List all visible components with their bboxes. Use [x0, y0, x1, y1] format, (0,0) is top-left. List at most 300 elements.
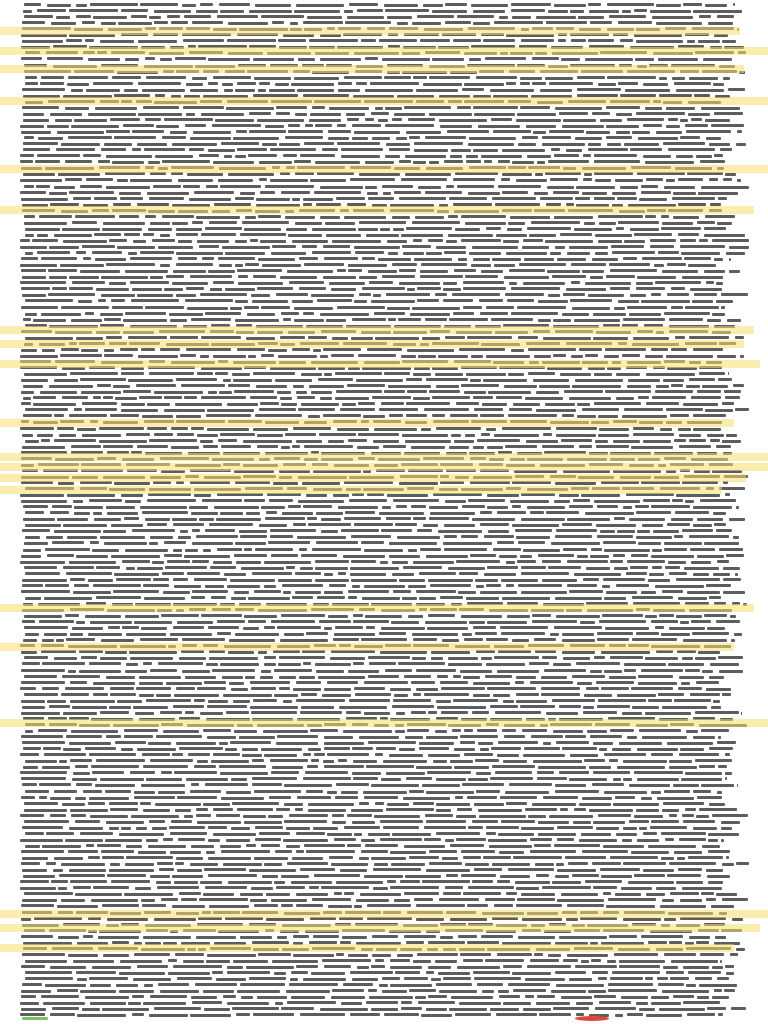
- illegible-text-fragment: [143, 106, 179, 109]
- illegible-text-fragment: [134, 621, 172, 624]
- illegible-text-fragment: [562, 747, 597, 750]
- illegible-text-fragment: [73, 960, 114, 963]
- illegible-text-fragment: [321, 886, 369, 889]
- illegible-text-fragment: [303, 753, 311, 756]
- illegible-text-fragment: [568, 862, 588, 865]
- illegible-text-fragment: [22, 276, 46, 279]
- illegible-text-fragment: [650, 245, 674, 248]
- illegible-text-fragment: [425, 191, 462, 194]
- illegible-text-fragment: [435, 293, 447, 296]
- illegible-text-fragment: [186, 113, 195, 116]
- illegible-text-fragment: [252, 777, 297, 780]
- illegible-text-fragment: [192, 1001, 222, 1004]
- illegible-text-fragment: [22, 620, 35, 623]
- illegible-text-fragment: [73, 886, 91, 889]
- illegible-text-fragment: [652, 16, 693, 19]
- illegible-text-fragment: [340, 408, 375, 411]
- illegible-text-fragment: [156, 125, 179, 128]
- illegible-text-fragment: [341, 791, 358, 794]
- illegible-text-fragment: [678, 687, 702, 690]
- illegible-text-fragment: [513, 856, 562, 859]
- illegible-text-fragment: [182, 670, 210, 673]
- illegible-text-fragment: [511, 3, 551, 6]
- illegible-text-fragment: [729, 258, 731, 261]
- illegible-text-fragment: [134, 953, 170, 956]
- illegible-text-fragment: [407, 729, 429, 732]
- illegible-text-fragment: [356, 899, 389, 902]
- illegible-text-fragment: [610, 656, 643, 659]
- illegible-text-fragment: [722, 863, 734, 866]
- illegible-text-fragment: [297, 536, 346, 539]
- illegible-text-fragment: [76, 4, 87, 7]
- illegible-text-fragment: [483, 379, 527, 382]
- illegible-text-fragment: [516, 536, 550, 539]
- illegible-text-fragment: [560, 808, 568, 811]
- illegible-text-fragment: [188, 753, 210, 756]
- illegible-text-fragment: [419, 747, 449, 750]
- illegible-text-fragment: [425, 621, 467, 624]
- illegible-text-fragment: [371, 1008, 398, 1011]
- illegible-text-fragment: [481, 657, 492, 660]
- illegible-text-fragment: [196, 216, 240, 219]
- illegible-text-fragment: [367, 192, 378, 195]
- illegible-text-fragment: [189, 148, 204, 151]
- illegible-text-fragment: [203, 893, 234, 896]
- illegible-text-fragment: [218, 257, 255, 260]
- illegible-text-fragment: [258, 651, 267, 654]
- illegible-text-fragment: [598, 415, 618, 418]
- illegible-text-fragment: [100, 778, 144, 781]
- illegible-text-fragment: [23, 639, 37, 642]
- illegible-text-fragment: [231, 597, 246, 600]
- illegible-text-fragment: [424, 693, 469, 696]
- illegible-text-fragment: [144, 984, 153, 987]
- illegible-text-fragment: [58, 482, 74, 485]
- illegible-text-fragment: [248, 355, 256, 358]
- illegible-text-fragment: [511, 312, 558, 315]
- illegible-text-fragment: [593, 886, 617, 889]
- illegible-text-fragment: [630, 148, 662, 151]
- illegible-text-fragment: [563, 548, 587, 551]
- illegible-text-fragment: [697, 221, 715, 224]
- illegible-text-fragment: [718, 656, 743, 659]
- illegible-text-fragment: [306, 850, 355, 853]
- illegible-text-fragment: [481, 270, 503, 273]
- illegible-text-fragment: [112, 161, 144, 164]
- illegible-text-fragment: [562, 523, 592, 526]
- highlighted-line: [0, 419, 734, 427]
- illegible-text-fragment: [555, 482, 596, 485]
- illegible-text-fragment: [125, 312, 166, 315]
- illegible-text-fragment: [22, 706, 45, 709]
- illegible-text-fragment: [320, 58, 361, 61]
- illegible-text-fragment: [102, 228, 142, 231]
- illegible-text-fragment: [111, 299, 125, 302]
- illegible-text-fragment: [474, 868, 502, 871]
- illegible-text-fragment: [205, 585, 224, 588]
- illegible-text-fragment: [69, 414, 107, 417]
- illegible-text-fragment: [358, 433, 399, 436]
- illegible-text-fragment: [252, 783, 282, 786]
- illegible-text-fragment: [132, 288, 162, 291]
- illegible-text-fragment: [288, 234, 322, 237]
- illegible-text-fragment: [196, 535, 238, 538]
- illegible-text-fragment: [368, 197, 394, 200]
- illegible-text-fragment: [729, 518, 745, 521]
- illegible-text-fragment: [73, 500, 83, 503]
- illegible-text-fragment: [687, 40, 695, 43]
- illegible-text-fragment: [538, 300, 568, 303]
- illegible-text-fragment: [85, 312, 94, 315]
- illegible-text-fragment: [322, 694, 351, 697]
- illegible-text-fragment: [254, 590, 281, 593]
- illegible-text-fragment: [454, 269, 476, 272]
- illegible-text-fragment: [515, 881, 550, 884]
- illegible-text-fragment: [702, 385, 728, 388]
- illegible-text-fragment: [300, 711, 342, 714]
- illegible-text-fragment: [420, 270, 448, 273]
- illegible-text-fragment: [287, 1001, 336, 1004]
- illegible-text-fragment: [331, 288, 356, 291]
- illegible-text-fragment: [693, 573, 709, 576]
- illegible-text-fragment: [560, 373, 591, 376]
- illegible-text-fragment: [329, 856, 353, 859]
- illegible-text-fragment: [326, 319, 346, 322]
- illegible-text-fragment: [91, 899, 138, 902]
- illegible-text-fragment: [317, 596, 345, 599]
- illegible-text-fragment: [356, 82, 367, 85]
- illegible-text-fragment: [362, 257, 375, 260]
- illegible-text-fragment: [297, 396, 315, 399]
- illegible-text-fragment: [408, 118, 435, 121]
- illegible-text-fragment: [451, 434, 461, 437]
- illegible-text-fragment: [235, 633, 279, 636]
- illegible-text-fragment: [436, 778, 466, 781]
- illegible-text-fragment: [445, 500, 466, 503]
- illegible-text-fragment: [706, 898, 716, 901]
- illegible-text-fragment: [176, 415, 201, 418]
- illegible-text-fragment: [80, 378, 126, 381]
- highlighted-line: [0, 643, 734, 651]
- illegible-text-fragment: [620, 186, 638, 189]
- illegible-text-fragment: [735, 408, 749, 411]
- illegible-text-fragment: [192, 77, 207, 80]
- illegible-text-fragment: [543, 796, 578, 799]
- illegible-text-fragment: [702, 845, 720, 848]
- illegible-text-fragment: [711, 905, 734, 908]
- illegible-text-fragment: [113, 385, 130, 388]
- illegible-text-fragment: [671, 518, 693, 521]
- illegible-text-fragment: [607, 143, 621, 146]
- illegible-text-fragment: [557, 258, 586, 261]
- illegible-text-fragment: [691, 118, 702, 121]
- illegible-text-fragment: [666, 355, 713, 358]
- illegible-text-fragment: [283, 591, 291, 594]
- illegible-text-fragment: [662, 899, 674, 902]
- illegible-text-fragment: [352, 978, 378, 981]
- illegible-text-fragment: [413, 561, 454, 564]
- illegible-text-fragment: [303, 198, 333, 201]
- illegible-text-fragment: [124, 233, 140, 236]
- illegible-text-fragment: [726, 554, 744, 557]
- illegible-text-fragment: [585, 354, 598, 357]
- illegible-text-fragment: [382, 58, 430, 61]
- illegible-text-fragment: [420, 275, 463, 278]
- illegible-text-fragment: [139, 682, 163, 685]
- illegible-text-fragment: [255, 548, 293, 551]
- illegible-text-fragment: [314, 753, 325, 756]
- illegible-text-fragment: [406, 227, 452, 230]
- illegible-text-fragment: [481, 433, 490, 436]
- illegible-text-fragment: [57, 518, 88, 521]
- illegible-text-fragment: [290, 978, 298, 981]
- illegible-text-fragment: [420, 548, 441, 551]
- illegible-text-fragment: [516, 904, 562, 907]
- illegible-text-fragment: [708, 22, 733, 25]
- illegible-text-fragment: [595, 440, 608, 443]
- illegible-text-fragment: [522, 136, 538, 139]
- illegible-text-fragment: [537, 777, 567, 780]
- illegible-text-fragment: [223, 995, 236, 998]
- illegible-text-fragment: [365, 161, 394, 164]
- illegible-text-fragment: [163, 730, 199, 733]
- illegible-text-fragment: [180, 530, 188, 533]
- illegible-text-fragment: [20, 191, 46, 194]
- illegible-text-fragment: [533, 131, 546, 134]
- illegible-text-fragment: [341, 155, 380, 158]
- illegible-text-fragment: [527, 965, 571, 968]
- illegible-text-fragment: [21, 1008, 46, 1011]
- illegible-text-fragment: [381, 402, 404, 405]
- illegible-text-fragment: [485, 959, 524, 962]
- illegible-text-fragment: [402, 245, 431, 248]
- illegible-text-fragment: [160, 264, 170, 267]
- illegible-text-fragment: [189, 198, 231, 201]
- illegible-text-fragment: [695, 657, 716, 660]
- illegible-text-fragment: [645, 615, 657, 618]
- illegible-text-fragment: [413, 960, 431, 963]
- illegible-text-fragment: [525, 808, 557, 811]
- illegible-text-fragment: [21, 402, 31, 405]
- illegible-text-fragment: [498, 185, 541, 188]
- illegible-text-fragment: [277, 936, 287, 939]
- illegible-text-fragment: [623, 760, 667, 763]
- illegible-text-fragment: [216, 978, 246, 981]
- illegible-text-fragment: [191, 845, 214, 848]
- illegible-text-fragment: [208, 700, 228, 703]
- illegible-text-fragment: [717, 741, 736, 744]
- illegible-text-fragment: [674, 851, 702, 854]
- illegible-text-fragment: [572, 307, 610, 310]
- illegible-text-fragment: [579, 803, 611, 806]
- illegible-text-fragment: [466, 160, 481, 163]
- illegible-text-fragment: [290, 22, 298, 25]
- illegible-text-fragment: [171, 820, 192, 823]
- illegible-text-fragment: [118, 22, 152, 25]
- illegible-text-fragment: [623, 318, 665, 321]
- illegible-text-fragment: [701, 729, 729, 732]
- illegible-text-fragment: [253, 428, 288, 431]
- illegible-text-fragment: [204, 868, 246, 871]
- illegible-text-fragment: [212, 971, 223, 974]
- illegible-text-fragment: [468, 778, 488, 781]
- illegible-text-fragment: [264, 863, 282, 866]
- illegible-text-fragment: [354, 523, 393, 526]
- illegible-text-fragment: [66, 735, 102, 738]
- illegible-text-fragment: [699, 239, 708, 242]
- illegible-text-fragment: [347, 118, 359, 121]
- illegible-text-fragment: [462, 783, 504, 786]
- illegible-text-fragment: [520, 77, 542, 80]
- illegible-text-fragment: [24, 373, 67, 376]
- illegible-text-fragment: [180, 354, 196, 357]
- illegible-text-fragment: [224, 573, 246, 576]
- illegible-text-fragment: [385, 124, 434, 127]
- illegible-text-fragment: [497, 953, 532, 956]
- illegible-text-fragment: [556, 741, 589, 744]
- illegible-text-fragment: [693, 348, 723, 351]
- illegible-text-fragment: [530, 850, 576, 853]
- illegible-text-fragment: [585, 512, 634, 515]
- illegible-text-fragment: [22, 983, 42, 986]
- highlighted-line: [0, 206, 754, 214]
- illegible-text-fragment: [88, 633, 122, 636]
- illegible-text-fragment: [488, 839, 527, 842]
- illegible-text-fragment: [389, 148, 410, 151]
- illegible-text-fragment: [563, 293, 585, 296]
- illegible-text-fragment: [714, 154, 723, 157]
- illegible-text-fragment: [485, 898, 515, 901]
- illegible-text-fragment: [713, 573, 730, 576]
- illegible-text-fragment: [50, 814, 66, 817]
- illegible-text-fragment: [730, 953, 738, 956]
- illegible-text-fragment: [54, 439, 96, 442]
- illegible-text-fragment: [399, 482, 438, 485]
- illegible-text-fragment: [584, 222, 595, 225]
- illegible-text-fragment: [623, 778, 632, 781]
- illegible-text-fragment: [359, 802, 369, 805]
- illegible-text-fragment: [303, 505, 332, 508]
- illegible-text-fragment: [708, 850, 730, 853]
- illegible-text-fragment: [286, 827, 310, 830]
- illegible-text-fragment: [46, 832, 74, 835]
- illegible-text-fragment: [701, 892, 714, 895]
- illegible-text-fragment: [521, 591, 567, 594]
- illegible-text-fragment: [714, 258, 723, 261]
- illegible-text-fragment: [672, 197, 715, 200]
- illegible-text-fragment: [679, 445, 711, 448]
- illegible-text-fragment: [435, 960, 457, 963]
- illegible-text-fragment: [334, 633, 375, 636]
- illegible-text-fragment: [613, 440, 640, 443]
- illegible-text-fragment: [190, 1014, 231, 1017]
- illegible-text-fragment: [706, 869, 723, 872]
- illegible-text-fragment: [436, 832, 480, 835]
- illegible-text-fragment: [145, 57, 155, 60]
- illegible-text-fragment: [511, 9, 545, 12]
- illegible-text-fragment: [345, 21, 391, 24]
- illegible-text-fragment: [269, 89, 295, 92]
- illegible-text-fragment: [328, 440, 344, 443]
- illegible-text-fragment: [645, 107, 662, 110]
- illegible-text-fragment: [128, 1002, 141, 1005]
- illegible-text-fragment: [473, 258, 490, 261]
- illegible-text-fragment: [575, 137, 602, 140]
- illegible-text-fragment: [22, 88, 65, 91]
- illegible-text-fragment: [293, 954, 334, 957]
- illegible-text-fragment: [390, 984, 432, 987]
- illegible-text-fragment: [592, 862, 621, 865]
- illegible-text-fragment: [399, 269, 416, 272]
- illegible-text-fragment: [691, 561, 711, 564]
- illegible-text-fragment: [656, 4, 681, 7]
- illegible-text-fragment: [178, 240, 192, 243]
- illegible-text-fragment: [246, 512, 260, 515]
- illegible-text-fragment: [167, 560, 190, 563]
- illegible-text-fragment: [648, 699, 672, 702]
- illegible-text-fragment: [172, 753, 183, 756]
- illegible-text-fragment: [304, 142, 334, 145]
- illegible-text-fragment: [145, 306, 184, 309]
- illegible-text-fragment: [125, 270, 168, 273]
- illegible-text-fragment: [21, 669, 65, 672]
- illegible-text-fragment: [80, 185, 102, 188]
- illegible-text-fragment: [259, 82, 270, 85]
- illegible-text-fragment: [265, 517, 305, 520]
- illegible-text-fragment: [250, 706, 298, 709]
- illegible-text-fragment: [518, 143, 536, 146]
- illegible-text-fragment: [106, 155, 152, 158]
- illegible-text-fragment: [197, 760, 208, 763]
- illegible-text-fragment: [428, 579, 473, 582]
- illegible-text-fragment: [33, 319, 66, 322]
- illegible-text-fragment: [187, 173, 223, 176]
- illegible-text-fragment: [655, 390, 693, 393]
- illegible-text-fragment: [254, 904, 278, 907]
- illegible-text-fragment: [521, 893, 555, 896]
- illegible-text-fragment: [444, 535, 457, 538]
- illegible-text-fragment: [612, 971, 660, 974]
- illegible-text-fragment: [25, 299, 73, 302]
- illegible-text-fragment: [712, 814, 748, 817]
- illegible-text-fragment: [186, 778, 228, 781]
- illegible-text-fragment: [148, 228, 172, 231]
- illegible-text-fragment: [409, 856, 439, 859]
- illegible-text-fragment: [93, 584, 141, 587]
- illegible-text-fragment: [474, 113, 515, 116]
- illegible-text-fragment: [101, 276, 148, 279]
- illegible-text-fragment: [20, 687, 36, 690]
- illegible-text-fragment: [355, 693, 391, 696]
- illegible-text-fragment: [574, 319, 620, 322]
- illegible-text-fragment: [374, 312, 405, 315]
- illegible-text-fragment: [656, 22, 702, 25]
- illegible-text-fragment: [693, 827, 717, 830]
- illegible-text-fragment: [478, 742, 493, 745]
- illegible-text-fragment: [363, 791, 407, 794]
- illegible-text-fragment: [518, 541, 545, 544]
- illegible-text-fragment: [39, 783, 71, 786]
- illegible-text-fragment: [136, 687, 171, 690]
- illegible-text-fragment: [82, 434, 121, 437]
- illegible-text-fragment: [594, 995, 616, 998]
- illegible-text-fragment: [669, 318, 703, 321]
- illegible-text-fragment: [474, 803, 504, 806]
- illegible-text-fragment: [296, 832, 325, 835]
- illegible-text-fragment: [170, 319, 187, 322]
- illegible-text-fragment: [526, 125, 556, 128]
- illegible-text-fragment: [543, 742, 551, 745]
